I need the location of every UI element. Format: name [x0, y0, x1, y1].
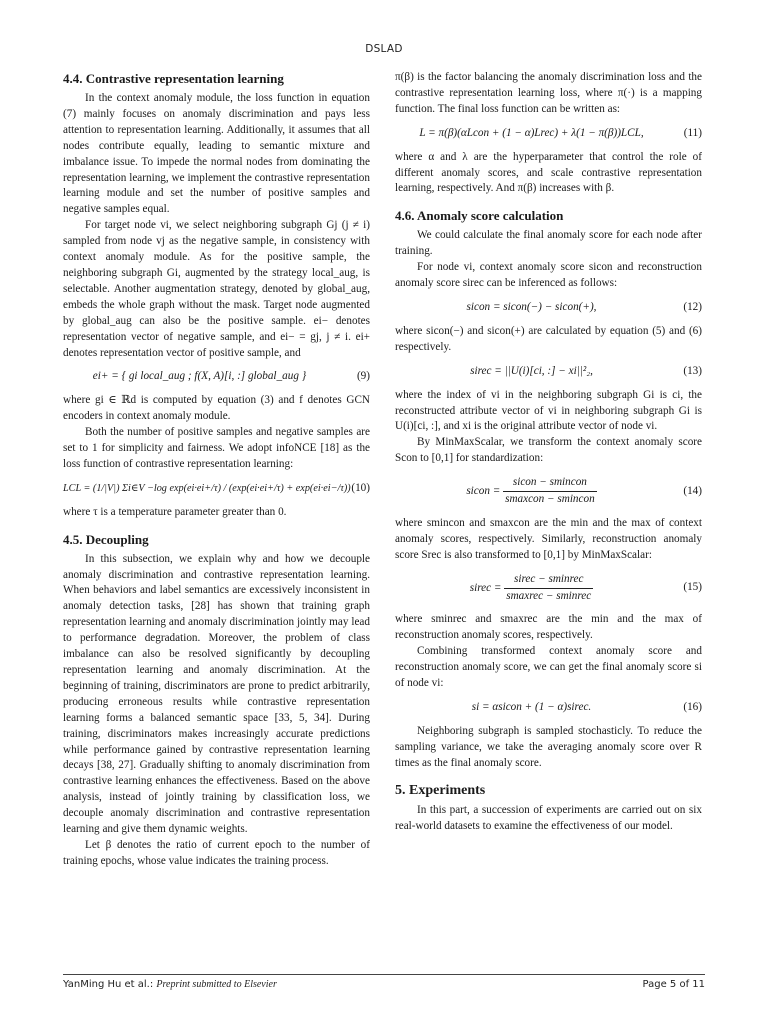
- equation-12: [395, 300, 702, 316]
- equation-11: [395, 126, 702, 142]
- footer-authors: YanMing Hu et al.:: [63, 979, 154, 990]
- paragraph: π(β) is the factor balancing the anomaly discrimination loss and the contrastive representation learning loss, where π(·) is a mapping function. The final loss function can be written as:: [395, 71, 702, 115]
- paragraph: For node vi, context anomaly score sicon and reconstruction anomaly score sirec can be inferenced as follows:: [395, 261, 702, 290]
- equation-number: (14): [683, 484, 702, 497]
- paragraph: We could calculate the final anomaly score for each node after training.: [395, 229, 702, 258]
- paragraph: By MinMaxScalar, we transform the context anomaly score Scon to [0,1] for standardization:: [395, 436, 702, 465]
- paragraph: In this part, a succession of experiments are carried out on six real-world datasets to examine the effectiveness of our model.: [395, 803, 702, 832]
- equation-number: (15): [683, 581, 702, 594]
- paragraph: where smincon and smaxcon are the min and the max of context anomaly scores, respectively. Similarly, reconstruction anomaly score Srec is also transformed to [0,1] by MinMaxScalar:: [395, 516, 702, 561]
- equation-10: [63, 481, 370, 497]
- section-4-4-heading: 4.4. Contrastive representation learning: [63, 71, 284, 86]
- equation-lhs: LCL =: [63, 482, 93, 494]
- equation-number: (16): [683, 701, 702, 713]
- paragraph: Both the number of positive samples and negative samples are set to 1 for simplicity and fairness. We adopt infoNCE [18] as the loss function of contrastive representation learning:: [63, 426, 370, 470]
- fraction-numerator: sicon − smincon: [503, 475, 597, 492]
- paragraph: Neighboring subgraph is sampled stochasticly. To reduce the sampling variance, we take the averaging anomaly score over R times as the final anomaly score.: [395, 724, 702, 769]
- equation-number: (11): [683, 126, 702, 139]
- equation-13: [395, 364, 702, 380]
- paragraph: where the index of vi in the neighboring subgraph Gi is ci, the reconstructed attribute vector of vi in neighboring subgraph Gi is U(i)[ci, :], and xi is the original attribute vector of node vi.: [395, 388, 702, 433]
- paragraph: where α and λ are the hyperparameter that control the role of different anomaly scores, and scale contrastive representation learning, respectively. And π(β) increases with β.: [395, 150, 702, 195]
- fraction: [503, 475, 597, 508]
- paragraph: For target node vi, we select neighboring subgraph Gj (j ≠ i) sampled from node vj as the negative sample, in consistency with context anomaly module. As for the positive sample, the neighboring subgraph Gi, augmented by the strategy local_aug, is selectable. Another augmentation strategy, denoted by global_aug, embeds the whole graph without the mask. Target node augmented by global_aug can also be the positive sample. ei− denotes representation vector of negative sample, and ei− = gj, j ≠ i. ei+ denotes representation vector of positive sample, and: [63, 219, 370, 359]
- left-column: [63, 70, 370, 870]
- fraction-numerator: sirec − sminrec: [504, 572, 593, 589]
- paragraph: Let β denotes the ratio of current epoch to the number of training epochs, whose value indicates the training process.: [63, 838, 370, 867]
- paragraph: Combining transformed context anomaly score and reconstruction anomaly score, we can get the final anomaly score si of node vi:: [395, 645, 702, 690]
- equation-body: sirec = ||U(i)[ci, :] − xi||²₂,: [470, 364, 593, 377]
- equation-body: sicon = sicon(−) − sicon(+),: [466, 300, 597, 313]
- equation-14: [395, 475, 702, 508]
- fraction: [504, 572, 593, 605]
- fraction-denominator: smaxrec − sminrec: [506, 589, 592, 602]
- section-4-6-heading: 4.6. Anomaly score calculation: [395, 208, 564, 224]
- equation-16: [395, 700, 702, 716]
- paragraph: In the context anomaly module, the loss function in equation (7) mainly focuses on anomaly discrimination and pays less attention to representation learning. Additionally, it assumes that all nodes contribute equally, leading to semantic mixture and imbalance issue. To impede the normal nodes from dominating the representation learning, we implement the contrastive representation learning module and set the number of positive samples and negative samples equal.: [63, 92, 370, 216]
- footer-rule: [63, 974, 705, 975]
- paragraph: In this subsection, we explain why and how we decouple anomaly discrimination and contrastive representation learning. When behaviors and label semantics are excessively inconsistent in anomaly detection tasks, [28] has shown that training graph representation learning and anomaly discrimination jointly may lead to performance degradation. Moreover, the problem of class imbalance can also be resolved significantly by decoupling representation learning and anomaly discrimination. At the beginning of training, discriminators are prone to predict arbitrarily, producing erroneous results while contrastive representation learning forms a balanced semantic space [33, 5, 34]. During training, discriminators makes increasingly accurate predictions while performance gained by contrastive representation learning decays [38, 27]. Gradually shifting to anomaly discrimination from contrastive learning enhances the effectiveness. Based on the above analysis, instead of jointly training by classification loss, we decouple anomaly discrimination and contrastive representation learning and give them dynamic weights.: [63, 552, 370, 836]
- equation-body: ei+ = { gi local_aug ; f(X, A)[i, :] global_aug }: [92, 370, 307, 383]
- fraction-denominator: smaxcon − smincon: [505, 493, 595, 506]
- footer-left: [63, 979, 277, 990]
- page-number: Page 5 of 11: [642, 979, 705, 990]
- paragraph: where gi ∈ ℝd is computed by equation (3) and f denotes GCN encoders in context anomaly module.: [63, 394, 370, 423]
- equation-number: (10): [351, 481, 370, 494]
- section-4-5-heading: 4.5. Decoupling: [63, 531, 149, 547]
- right-column: [395, 70, 702, 834]
- running-header: DSLAD: [365, 43, 403, 55]
- equation-number: (12): [683, 300, 702, 313]
- equation-lhs: sirec =: [469, 581, 502, 594]
- equation-body: si = αsicon + (1 − α)sirec.: [471, 701, 592, 713]
- equation-body: L = π(β)(αLcon + (1 − α)Lrec) + λ(1 − π(β))LCL,: [419, 126, 644, 139]
- section-5-heading: 5. Experiments: [395, 782, 486, 798]
- equation-15: [395, 572, 702, 605]
- equation-number: (13): [683, 364, 702, 377]
- equation-number: (9): [356, 370, 370, 383]
- equation-lhs: sicon =: [466, 485, 501, 498]
- paragraph: where sminrec and smaxrec are the min and the max of reconstruction anomaly scores, respectively.: [395, 613, 702, 642]
- footer-venue: Preprint submitted to Elsevier: [156, 979, 277, 990]
- equation-body: (1/|V|) Σi∈V −log exp(ei·ei+/τ) / (exp(ei·ei+/τ) + exp(ei·ei−/τ)): [92, 482, 351, 494]
- paragraph: where τ is a temperature parameter greater than 0.: [63, 505, 287, 518]
- paragraph: where sicon(−) and sicon(+) are calculated by equation (5) and (6) respectively.: [395, 324, 702, 353]
- equation-9: [63, 369, 370, 385]
